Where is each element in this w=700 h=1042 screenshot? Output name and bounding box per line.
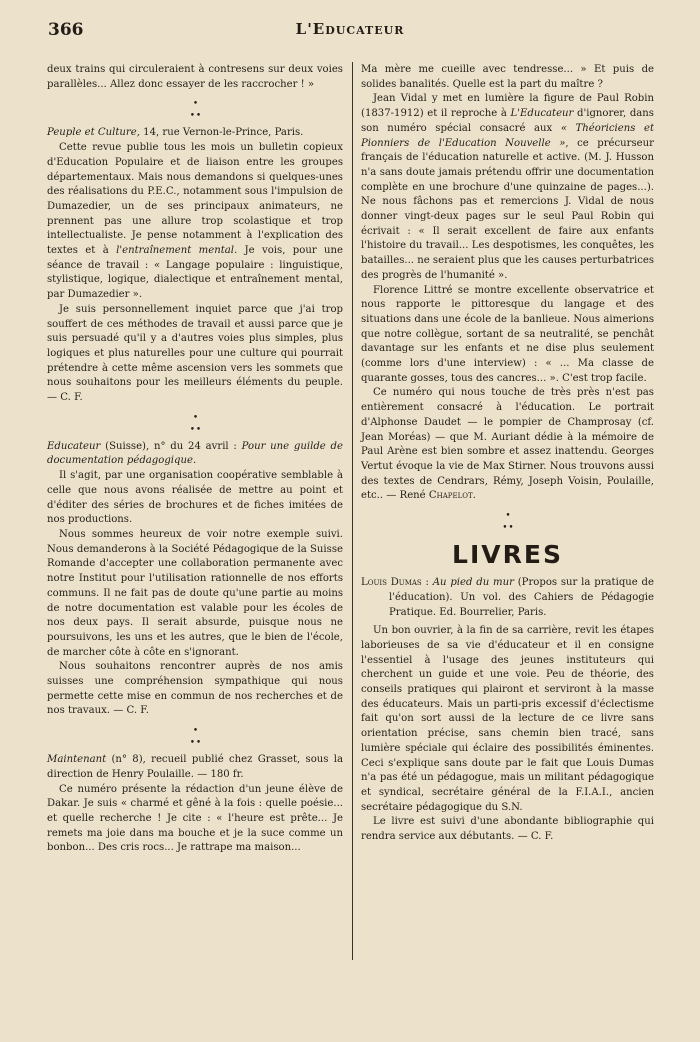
paragraph: Un bon ouvrier, à la fin de sa carrière, revit les étapes laborieuses de sa vie d'éducateur et il en consigne l'essentiel à l'usage des jeunes instituteurs qui cherchent un guide et une voie. Peu de théorie, des conseils pratiques qui plairont et serviront à la masse des éducateurs. Mais un parti-pris excessif d'éclectisme fait qu'on sort aussi de la lecture de ce livre sans orientation précise, sans chemin bien tracé, sans lumière spéciale qui éclaire des possibilités éminentes. Ceci s'explique sans doute par le fait que Louis Dumas n'a pas été un pédagogue, mais un militant pédagogique et syndical, secrétaire général de la F.I.A.I., ancien secrétaire pédagogique du S.N. [361,625,654,813]
section-title: LIVRES [452,540,563,570]
paragraph: Il s'agit, par une organisation coopérative semblable à celle que nous avons réalisée de mettre au point et d'éditer des séries de brochures et de fiches imitées de nos productions. [47,470,343,526]
paragraph: Je suis personnellement inquiet parce que j'ai trop souffert de ces méthodes de travail et aussi parce que je suis persuadé qu'il y a d'autres voies plus simples, plus logiques et plus naturelles pour une culture qui pourrait prétendre à cette même ascension vers les sommets que nous souhaitons pour les meilleurs éléments du peuple. — C. F. [47,303,343,404]
section-separator: • • • [189,99,201,122]
author-name: Chapelot [428,490,473,502]
text-run: . [472,490,476,502]
review-detail: (n° 8), recueil publié chez Grasset, sous la direction de Henry Poulaille. — 180 fr. [47,754,343,780]
paragraph: Florence Littré se montre excellente observatrice et nous rapporte le pittoresque du langage et des situations dans une école de la banlieue. Nous aimerions que notre collègue, sortant de sa neutralité, se penchât davantage sur les enfants et ne dise plus seulement (comme lors d'une interview) : « ... Ma classe de quarante gosses, tous des cancres... ». C'est trop facile. [361,284,654,384]
page-number: 366 [48,20,84,40]
review-source: Educateur [47,440,101,452]
paragraph: Le livre est suivi d'une abondante bibliographie qui rendra service aux débutants. — C. F. [361,816,654,843]
book-author: Louis Dumas [361,577,422,589]
book-title: Au pied du mur [432,577,514,589]
review-heading [47,126,343,141]
paragraph [361,92,654,283]
review-title: Pour une guilde de documentation pédagogique. [47,440,343,467]
paragraph: Nous sommes heureux de voir notre exemple suivi. Nous demanderons à la Société Pédagogique de la Suisse Romande d'accepter une collaboration permanente avec notre Institut pour l'utilisation rationnelle de nos efforts communs. Il ne fait pas de doute qu'une partie au moins de notre documentation est valable pour les écoles de nos deux pays. Il serait absurde, puisque nous ne poursuivons, les uns et les autres, que le bien de l'école, de marcher côte à côte en s'ignorant. [47,528,343,658]
section-separator: • • • [189,412,201,435]
review-address: 14, rue Vernon-le-Prince, Paris. [139,127,304,139]
column-divider [352,62,353,960]
running-head: L'Educateur [295,20,405,38]
text-run: Cette revue publie tous les mois un bulletin copieux d'Education Populaire et de liaison entre les groupes départementaux. Mais nous demandons si quelques-unes des réalisations du P.E.C., notamment sous l'impulsion de Dumazedier, un de ses principaux animateurs, ne prennent pas une allure trop scolastique et trop intellectualiste. Je pense notamment à l'explication des textes et à [47,142,343,257]
section-separator: • • • [189,726,201,749]
paragraph [361,386,654,504]
paragraph [47,141,343,303]
italic-run: « Théoriciens et Pionniers de l'Education Nouvelle » [361,122,654,149]
section-separator: • • • [502,511,513,534]
text-run: d'ignorer, dans son numéro spécial consacré aux [361,108,654,134]
book-heading [361,576,654,620]
text-run: : [421,577,433,589]
paragraph: Nous souhaitons rencontrer auprès de nos amis suisses une compréhension sympathique qui nous permette cette mise en commun de nos recherches et de nos travaux. — C. F. [47,661,343,717]
review-source: Peuple et Culture, [47,127,140,139]
text-run: Je vois, pour une séance de travail : « Langage populaire : linguistique, stylistique, logique, dialectique et entraînement mental, par Dumazedier ». [47,245,343,301]
italic-run: l'entraînement mental. [116,245,238,257]
text-run: Ce numéro qui nous touche de très près n'est pas entièrement consacré à l'éducation. Le portrait d'Alphonse Daudet — le pompier de Champrosay (cf. Jean Moréas) — que M. Auriant dédie à la mémoire de Paul Arène est bien sombre et assez inattendu. Georges Vertut évoque la vie de Max Stirner. Nous trouvons aussi des textes de Cendrars, Rémy, Joseph Voisin, Poulaille, etc.. — René [361,387,654,502]
left-column [47,63,343,856]
right-column [361,63,654,845]
book-detail: (Propos sur la pratique de l'éducation). Un vol. des Cahiers de Pédagogie Pratique. Ed. Bourrelier, Paris. [389,577,654,618]
text-run: , ce précurseur français de l'éducation naturelle et active. (M. J. Husson n'a sans doute jamais prétendu offrir une documentation complète en une brochure d'une quinzaine de pages...). Ne nous fâchons pas et remercions J. Vidal de nous donner vingt-deux pages sur le seul Paul Robin qui écrivait : « Il serait excellent de faire aux enfants l'histoire du travail... Les despotismes, les conquêtes, les batailles... ne seraient plus que les causes perturbatrices des progrès de l'humanité ». [361,137,654,281]
review-heading [47,753,343,782]
review-detail: (Suisse), n° du 24 avril : [100,440,242,452]
paragraph: Ma mère me cueille avec tendresse... » Et puis de solides banalités. Quelle est la part du maître ? [361,64,654,90]
paragraph: Ce numéro présente la rédaction d'un jeune élève de Dakar. Je suis « charmé et gêné à la fois : quelle poésie... et quelle recherche ! Je cite : « l'heure est prête... Je remets ma joie dans ma bouche et je la suce comme un bonbon... Des cris rocs... Je rattrape ma maison... [47,783,343,854]
paragraph: deux trains qui circuleraient à contresens sur deux voies parallèles... Allez donc essayer de les raccrocher ! » [47,64,343,90]
italic-run: L'Educateur [510,108,574,120]
review-heading [47,440,343,469]
review-source: Maintenant [47,754,107,766]
text-run: Jean Vidal y met en lumière la figure de Paul Robin (1837-1912) et il reproche à [361,93,654,120]
